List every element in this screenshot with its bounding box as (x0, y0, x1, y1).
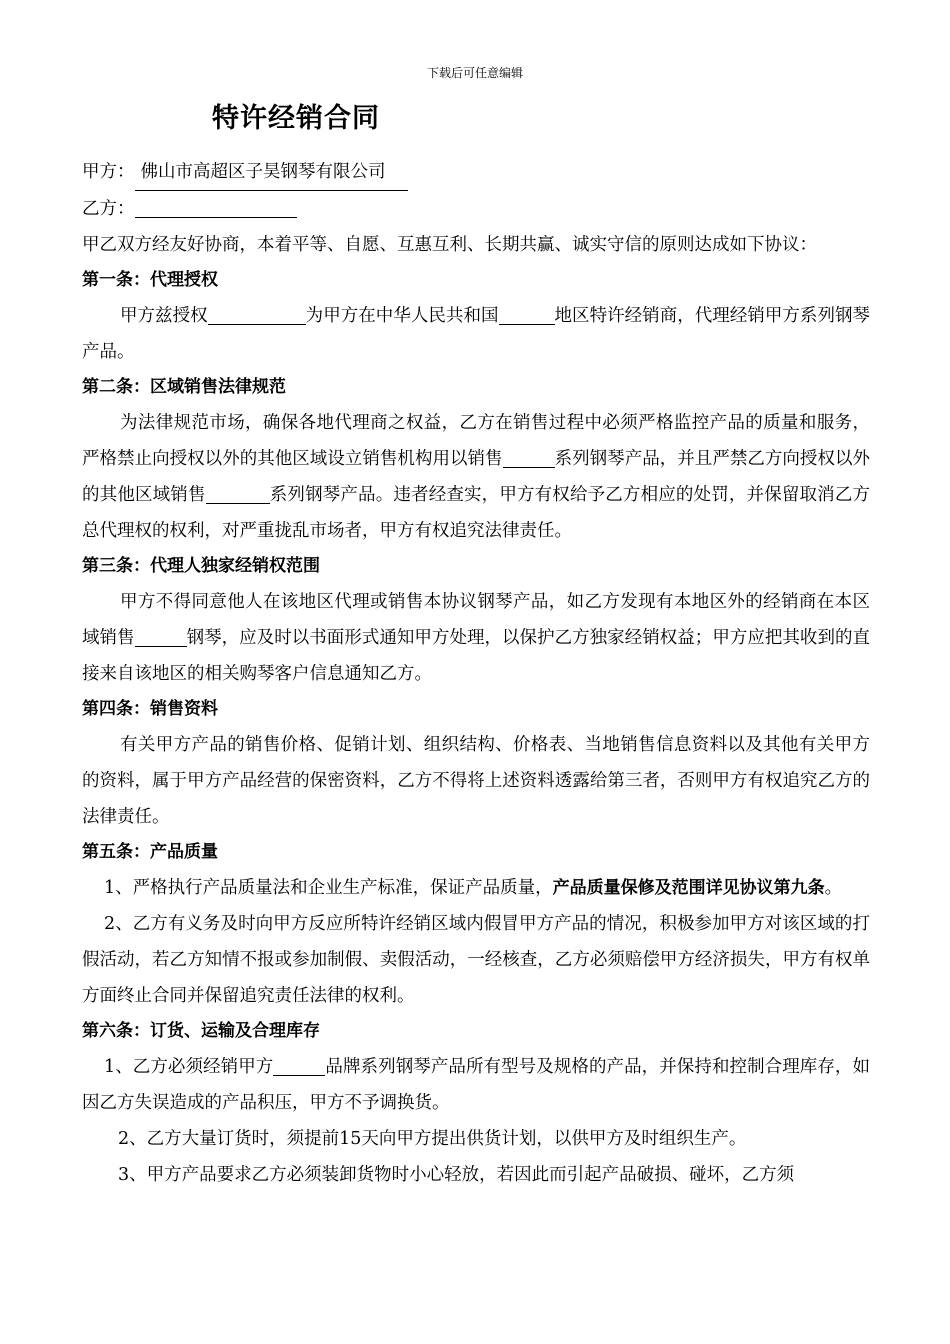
article-6-item-1: 1、乙方必须经销甲方 品牌系列钢琴产品所有型号及规格的产品，并保持和控制合理库存，如因乙方失误造成的产品积压，甲方不予调换货。 (82, 1057, 871, 1113)
article-3-text: 甲方不得同意他人在该地区代理或销售本协议钢琴产品，如乙方发现有本地区外的经销商在本区域销售 钢琴，应及时以书面形式通知甲方处理，以保护乙方独家经销权益；甲方应把其收到的直接来自该地区的相关购琴客户信息通知乙方。 (82, 592, 871, 684)
article-3-heading: 第三条：代理人独家经销权范围 (82, 556, 320, 576)
party-b-label: 乙方： (82, 199, 135, 219)
article-2-heading: 第二条：区域销售法律规范 (82, 377, 286, 397)
article-1-heading: 第一条：代理授权 (82, 270, 218, 290)
blank (135, 626, 187, 647)
article-5-heading: 第五条：产品质量 (82, 842, 218, 862)
article-4-text: 有关甲方产品的销售价格、促销计划、组织结构、价格表、当地销售信息资料以及其他有关甲方的资料，属于甲方产品经营的保密资料，乙方不得将上述资料透露给第三者，否则甲方有权追究乙方的法律责任。 (82, 735, 870, 827)
article-6-item-3: 3、甲方产品要求乙方必须装卸货物时小心轻放，若因此而引起产品破损、碰坏，乙方须 (118, 1165, 795, 1185)
article-5-item-2: 2、乙方有义务及时向甲方反应所特许经销区域内假冒甲方产品的情况，积极参加甲方对该区域的打假活动，若乙方知情不报或参加制假、卖假活动，一经核查，乙方必须赔偿甲方经济损失，甲方有权单方面终止合同并保留追究责任法律的权利。 (82, 914, 870, 1006)
party-a-line (82, 154, 870, 191)
contract-body (82, 154, 870, 1193)
blank (208, 304, 306, 325)
blank (503, 447, 555, 468)
party-a-name: 佛山市高超区子昊钢琴有限公司 (135, 154, 408, 191)
warranty-reference: 产品质量保修及范围详见协议第九条 (552, 878, 825, 898)
blank (206, 483, 270, 504)
party-a-label: 甲方： (82, 162, 135, 182)
article-4-heading: 第四条：销售资料 (82, 699, 218, 719)
party-b-line (82, 191, 870, 227)
intro-text: 甲乙双方经友好协商，本着平等、自愿、互惠互利、长期共赢、诚实守信的原则达成如下协议： (82, 235, 817, 255)
document-title: 特许经销合同 (212, 103, 380, 134)
article-6-item-2: 2、乙方大量订货时，须提前15天向甲方提出供货计划，以供甲方及时组织生产。 (118, 1129, 747, 1149)
article-6-heading: 第六条：订货、运输及合理库存 (82, 1021, 320, 1041)
article-1-text: 甲方兹授权 为甲方在中华人民共和国 地区特许经销商，代理经销甲方系列钢琴产品。 (82, 306, 871, 362)
article-2-text: 为法律规范市场，确保各地代理商之权益，乙方在销售过程中必须严格监控产品的质量和服务，严格禁止向授权以外的其他区域设立销售机构用以销售 系列钢琴产品，并且严禁乙方向授权以外的其他区域销售 系列钢琴产品。违者经查实，甲方有权给予乙方相应的处罚，并保留取消乙方总代理权的权利，对严重拢乱市场者，甲方有权追究法律责任。 (82, 413, 871, 541)
article-5-item-1: 1、严格执行产品质量法和企业生产标准，保证产品质量，产品质量保修及范围详见协议第九条。 (104, 878, 843, 898)
blank (499, 304, 555, 325)
blank (273, 1055, 325, 1076)
party-b-blank (135, 197, 297, 218)
header-note: 下载后可任意编辑 (426, 66, 523, 80)
